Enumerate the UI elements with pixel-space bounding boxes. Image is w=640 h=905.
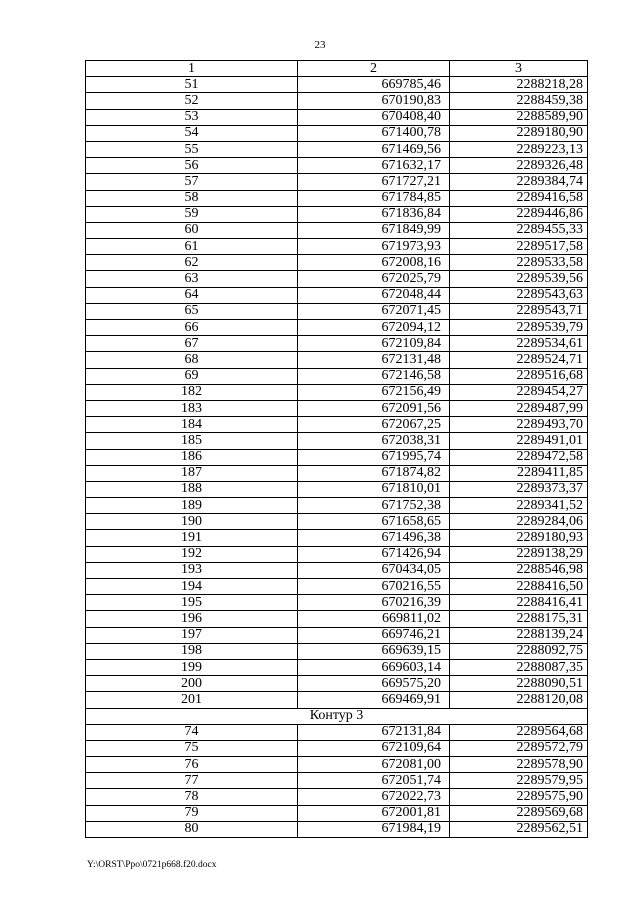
cell-y-coordinate: 2288139,24	[450, 627, 588, 643]
cell-point-number: 55	[86, 141, 298, 157]
cell-x-coordinate: 672131,84	[298, 724, 450, 740]
cell-point-number: 193	[86, 562, 298, 578]
cell-x-coordinate: 669639,15	[298, 643, 450, 659]
cell-x-coordinate: 670190,83	[298, 93, 450, 109]
cell-x-coordinate: 671995,74	[298, 449, 450, 465]
table-row	[86, 789, 588, 805]
table-row	[86, 400, 588, 416]
cell-y-coordinate: 2288120,08	[450, 692, 588, 708]
cell-x-coordinate: 671874,82	[298, 465, 450, 481]
table-row	[86, 805, 588, 821]
cell-point-number: 57	[86, 174, 298, 190]
cell-y-coordinate: 2289373,37	[450, 481, 588, 497]
cell-y-coordinate: 2289517,58	[450, 239, 588, 255]
cell-point-number: 77	[86, 773, 298, 789]
cell-point-number: 200	[86, 676, 298, 692]
table-row	[86, 320, 588, 336]
cell-point-number: 62	[86, 255, 298, 271]
cell-point-number: 184	[86, 417, 298, 433]
table-row	[86, 530, 588, 546]
cell-point-number: 64	[86, 287, 298, 303]
cell-point-number: 195	[86, 595, 298, 611]
column-header-y: 3	[450, 61, 588, 77]
coordinates-table-body	[86, 61, 588, 838]
cell-y-coordinate: 2289491,01	[450, 433, 588, 449]
cell-x-coordinate: 671849,99	[298, 222, 450, 238]
cell-x-coordinate: 672051,74	[298, 773, 450, 789]
table-row	[86, 433, 588, 449]
cell-point-number: 80	[86, 821, 298, 837]
cell-point-number: 65	[86, 303, 298, 319]
table-row	[86, 271, 588, 287]
cell-x-coordinate: 669746,21	[298, 627, 450, 643]
table-row	[86, 190, 588, 206]
cell-y-coordinate: 2289326,48	[450, 158, 588, 174]
table-row	[86, 643, 588, 659]
table-row	[86, 562, 588, 578]
table-row	[86, 93, 588, 109]
cell-point-number: 183	[86, 400, 298, 416]
cell-y-coordinate: 2288090,51	[450, 676, 588, 692]
footer-file-path: Y:\ORST\Ppo\0721p668.f20.docx	[87, 860, 217, 870]
table-row	[86, 773, 588, 789]
cell-x-coordinate: 671469,56	[298, 141, 450, 157]
cell-point-number: 75	[86, 740, 298, 756]
cell-y-coordinate: 2289516,68	[450, 368, 588, 384]
cell-x-coordinate: 670434,05	[298, 562, 450, 578]
cell-y-coordinate: 2289575,90	[450, 789, 588, 805]
cell-point-number: 78	[86, 789, 298, 805]
cell-y-coordinate: 2289569,68	[450, 805, 588, 821]
table-header-row	[86, 61, 588, 77]
cell-point-number: 198	[86, 643, 298, 659]
cell-x-coordinate: 670216,39	[298, 595, 450, 611]
cell-x-coordinate: 672081,00	[298, 757, 450, 773]
cell-x-coordinate: 672048,44	[298, 287, 450, 303]
cell-y-coordinate: 2288589,90	[450, 109, 588, 125]
cell-x-coordinate: 672131,48	[298, 352, 450, 368]
cell-x-coordinate: 672067,25	[298, 417, 450, 433]
cell-y-coordinate: 2288546,98	[450, 562, 588, 578]
cell-x-coordinate: 672071,45	[298, 303, 450, 319]
cell-y-coordinate: 2289223,13	[450, 141, 588, 157]
table-row	[86, 659, 588, 675]
cell-point-number: 61	[86, 239, 298, 255]
cell-x-coordinate: 672156,49	[298, 384, 450, 400]
table-row	[86, 287, 588, 303]
cell-point-number: 186	[86, 449, 298, 465]
cell-point-number: 74	[86, 724, 298, 740]
table-row	[86, 336, 588, 352]
table-row	[86, 579, 588, 595]
table-row	[86, 546, 588, 562]
cell-x-coordinate: 672022,73	[298, 789, 450, 805]
cell-point-number: 52	[86, 93, 298, 109]
table-row	[86, 303, 588, 319]
cell-point-number: 191	[86, 530, 298, 546]
cell-x-coordinate: 669469,91	[298, 692, 450, 708]
cell-y-coordinate: 2289416,58	[450, 190, 588, 206]
table-row	[86, 498, 588, 514]
cell-point-number: 201	[86, 692, 298, 708]
cell-y-coordinate: 2289539,79	[450, 320, 588, 336]
table-row	[86, 141, 588, 157]
cell-x-coordinate: 669785,46	[298, 77, 450, 93]
cell-x-coordinate: 672109,64	[298, 740, 450, 756]
cell-point-number: 67	[86, 336, 298, 352]
cell-x-coordinate: 671836,84	[298, 206, 450, 222]
cell-x-coordinate: 669603,14	[298, 659, 450, 675]
cell-y-coordinate: 2289446,86	[450, 206, 588, 222]
coordinates-table	[85, 60, 588, 838]
table-row	[86, 77, 588, 93]
table-row	[86, 514, 588, 530]
cell-y-coordinate: 2288416,41	[450, 595, 588, 611]
table-row	[86, 239, 588, 255]
cell-y-coordinate: 2289562,51	[450, 821, 588, 837]
cell-x-coordinate: 671752,38	[298, 498, 450, 514]
cell-y-coordinate: 2289138,29	[450, 546, 588, 562]
cell-point-number: 196	[86, 611, 298, 627]
column-header-point: 1	[86, 61, 298, 77]
cell-x-coordinate: 671400,78	[298, 125, 450, 141]
cell-point-number: 197	[86, 627, 298, 643]
section-row	[86, 708, 588, 724]
cell-point-number: 54	[86, 125, 298, 141]
cell-point-number: 189	[86, 498, 298, 514]
cell-y-coordinate: 2289534,61	[450, 336, 588, 352]
table-row	[86, 692, 588, 708]
cell-y-coordinate: 2289341,52	[450, 498, 588, 514]
cell-y-coordinate: 2289180,93	[450, 530, 588, 546]
cell-x-coordinate: 671496,38	[298, 530, 450, 546]
cell-y-coordinate: 2289493,70	[450, 417, 588, 433]
cell-point-number: 185	[86, 433, 298, 449]
table-row	[86, 740, 588, 756]
table-row	[86, 627, 588, 643]
cell-y-coordinate: 2289384,74	[450, 174, 588, 190]
table-row	[86, 222, 588, 238]
cell-point-number: 51	[86, 77, 298, 93]
cell-point-number: 79	[86, 805, 298, 821]
cell-y-coordinate: 2289564,68	[450, 724, 588, 740]
table-row	[86, 368, 588, 384]
cell-point-number: 66	[86, 320, 298, 336]
cell-point-number: 192	[86, 546, 298, 562]
cell-x-coordinate: 669575,20	[298, 676, 450, 692]
cell-x-coordinate: 671810,01	[298, 481, 450, 497]
cell-y-coordinate: 2289578,90	[450, 757, 588, 773]
cell-point-number: 63	[86, 271, 298, 287]
cell-point-number: 59	[86, 206, 298, 222]
cell-point-number: 69	[86, 368, 298, 384]
cell-y-coordinate: 2289579,95	[450, 773, 588, 789]
table-row	[86, 611, 588, 627]
cell-x-coordinate: 671784,85	[298, 190, 450, 206]
cell-point-number: 190	[86, 514, 298, 530]
cell-y-coordinate: 2288459,38	[450, 93, 588, 109]
cell-point-number: 56	[86, 158, 298, 174]
cell-y-coordinate: 2289411,85	[450, 465, 588, 481]
table-row	[86, 384, 588, 400]
cell-point-number: 58	[86, 190, 298, 206]
cell-point-number: 199	[86, 659, 298, 675]
cell-x-coordinate: 671658,65	[298, 514, 450, 530]
table-row	[86, 676, 588, 692]
cell-y-coordinate: 2288087,35	[450, 659, 588, 675]
cell-x-coordinate: 672094,12	[298, 320, 450, 336]
table-row	[86, 417, 588, 433]
table-row	[86, 255, 588, 271]
cell-y-coordinate: 2289543,63	[450, 287, 588, 303]
table-row	[86, 821, 588, 837]
cell-y-coordinate: 2288092,75	[450, 643, 588, 659]
cell-y-coordinate: 2289543,71	[450, 303, 588, 319]
table-row	[86, 465, 588, 481]
cell-y-coordinate: 2289455,33	[450, 222, 588, 238]
cell-x-coordinate: 672146,58	[298, 368, 450, 384]
page-number: 23	[314, 39, 326, 51]
cell-x-coordinate: 671426,94	[298, 546, 450, 562]
cell-x-coordinate: 672109,84	[298, 336, 450, 352]
cell-x-coordinate: 671973,93	[298, 239, 450, 255]
cell-x-coordinate: 671727,21	[298, 174, 450, 190]
cell-x-coordinate: 672038,31	[298, 433, 450, 449]
cell-y-coordinate: 2289284,06	[450, 514, 588, 530]
cell-point-number: 182	[86, 384, 298, 400]
table-row	[86, 206, 588, 222]
cell-point-number: 68	[86, 352, 298, 368]
cell-x-coordinate: 672091,56	[298, 400, 450, 416]
cell-y-coordinate: 2289454,27	[450, 384, 588, 400]
cell-y-coordinate: 2289472,58	[450, 449, 588, 465]
cell-y-coordinate: 2289572,79	[450, 740, 588, 756]
cell-y-coordinate: 2289487,99	[450, 400, 588, 416]
cell-x-coordinate: 670216,55	[298, 579, 450, 595]
cell-x-coordinate: 672008,16	[298, 255, 450, 271]
table-row	[86, 125, 588, 141]
column-header-x: 2	[298, 61, 450, 77]
table-row	[86, 158, 588, 174]
cell-point-number: 60	[86, 222, 298, 238]
cell-y-coordinate: 2289533,58	[450, 255, 588, 271]
table-row	[86, 481, 588, 497]
cell-point-number: 53	[86, 109, 298, 125]
cell-y-coordinate: 2289539,56	[450, 271, 588, 287]
table-row	[86, 109, 588, 125]
cell-point-number: 76	[86, 757, 298, 773]
cell-x-coordinate: 669811,02	[298, 611, 450, 627]
cell-point-number: 187	[86, 465, 298, 481]
cell-y-coordinate: 2289524,71	[450, 352, 588, 368]
table-row	[86, 449, 588, 465]
cell-x-coordinate: 670408,40	[298, 109, 450, 125]
cell-point-number: 194	[86, 579, 298, 595]
cell-point-number: 188	[86, 481, 298, 497]
cell-x-coordinate: 672001,81	[298, 805, 450, 821]
cell-y-coordinate: 2288218,28	[450, 77, 588, 93]
cell-x-coordinate: 671984,19	[298, 821, 450, 837]
cell-x-coordinate: 672025,79	[298, 271, 450, 287]
table-row	[86, 724, 588, 740]
cell-y-coordinate: 2289180,90	[450, 125, 588, 141]
table-row	[86, 595, 588, 611]
table-row	[86, 757, 588, 773]
table-row	[86, 174, 588, 190]
table-row	[86, 352, 588, 368]
cell-y-coordinate: 2288175,31	[450, 611, 588, 627]
cell-y-coordinate: 2288416,50	[450, 579, 588, 595]
section-label: Контур 3	[86, 708, 588, 724]
cell-x-coordinate: 671632,17	[298, 158, 450, 174]
